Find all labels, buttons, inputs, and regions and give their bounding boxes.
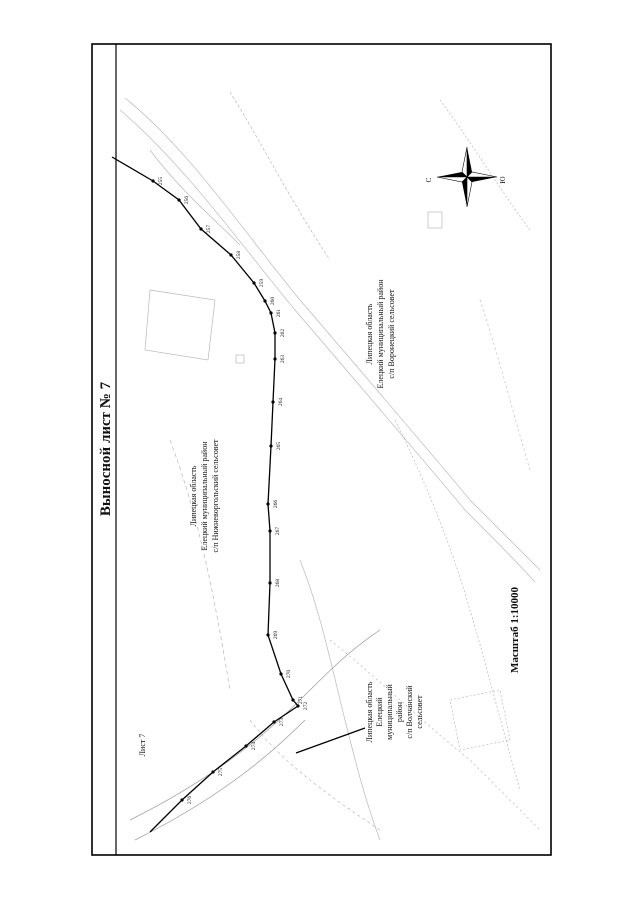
boundary-point-label: 264 <box>278 397 284 407</box>
boundary-point-label: 269 <box>273 630 279 640</box>
boundary-point-label: 257 <box>206 224 212 234</box>
sheet-ref-label: Лист 7 <box>138 733 147 757</box>
boundary-point-label: 255 <box>158 176 164 186</box>
region-label-volchansky <box>365 681 424 742</box>
boundary-point-marker <box>296 704 299 707</box>
boundary-point-label: 256 <box>184 195 190 205</box>
boundary-point-label: 271 <box>298 695 304 705</box>
boundary-point-marker <box>211 770 214 773</box>
region-line: с/п Воронецкий сельсовет <box>387 289 396 379</box>
boundary-points <box>151 177 309 805</box>
boundary-point-label: 276 <box>187 795 193 805</box>
scale-label: Масштаб 1:10000 <box>509 586 521 674</box>
region-line: район <box>395 701 404 723</box>
boundary-point-marker <box>199 227 202 230</box>
boundary-point-label: 262 <box>280 328 286 338</box>
boundary-point-marker <box>291 698 294 701</box>
compass-rose-icon <box>425 147 507 207</box>
boundary-point-marker <box>268 581 271 584</box>
region-line: Елецкий муниципальный район <box>376 279 385 389</box>
region-line: с/п Нижневоргольский сельсовет <box>211 439 220 553</box>
region-line: Елецкий <box>375 697 384 727</box>
region-line: Липецкая область <box>365 303 374 365</box>
boundary-point-label: 260 <box>270 296 276 306</box>
region-line: с/п Волчанский <box>405 685 414 739</box>
boundary-point-label: 272 <box>303 701 309 711</box>
boundary-point-label: 273 <box>279 717 285 727</box>
boundary-point-marker <box>269 444 272 447</box>
region-line: сельсовет <box>415 695 424 729</box>
region-label-nizhnevorgolsky <box>189 439 220 552</box>
boundary-point-label: 274 <box>251 741 257 751</box>
boundary-point-marker <box>271 400 274 403</box>
boundary-point-label: 275 <box>218 767 224 777</box>
boundary-point-label: 270 <box>286 669 292 679</box>
region-divider-line <box>296 728 365 753</box>
boundary-point-label: 258 <box>236 250 242 260</box>
boundary-point-marker <box>268 529 271 532</box>
region-line: Елецкий муниципальный район <box>200 441 209 551</box>
boundary-point-marker <box>177 198 180 201</box>
boundary-point-marker <box>269 311 272 314</box>
boundary-point-marker <box>266 633 269 636</box>
boundary-point-label: 265 <box>276 441 282 451</box>
boundary-point-label: 266 <box>273 499 279 509</box>
boundary-point-marker <box>272 720 275 723</box>
boundary-point-marker <box>252 281 255 284</box>
compass-north-label: С <box>425 177 433 183</box>
boundary-point-marker <box>273 357 276 360</box>
sheet-title: Выносной лист № 7 <box>98 381 114 517</box>
boundary-point-marker <box>151 179 154 182</box>
region-label-voronetsky <box>365 279 396 389</box>
boundary-point-label: 267 <box>275 526 281 536</box>
boundary-point-label: 261 <box>276 308 282 318</box>
boundary-point-marker <box>263 299 266 302</box>
compass-south-label: Ю <box>499 176 507 184</box>
boundary-point-marker <box>180 798 183 801</box>
sheet-frame <box>92 44 551 855</box>
boundary-point-label: 263 <box>280 354 286 364</box>
boundary-point-label: 259 <box>259 278 265 288</box>
boundary-point-marker <box>273 331 276 334</box>
region-line: Липецкая область <box>365 681 374 743</box>
boundary-point-marker <box>229 253 232 256</box>
boundary-point-label: 268 <box>275 578 281 588</box>
boundary-point-marker <box>279 672 282 675</box>
boundary-point-marker <box>266 502 269 505</box>
region-line: муниципальный <box>385 684 394 740</box>
boundary-point-marker <box>244 744 247 747</box>
region-line: Липецкая область <box>189 465 198 527</box>
